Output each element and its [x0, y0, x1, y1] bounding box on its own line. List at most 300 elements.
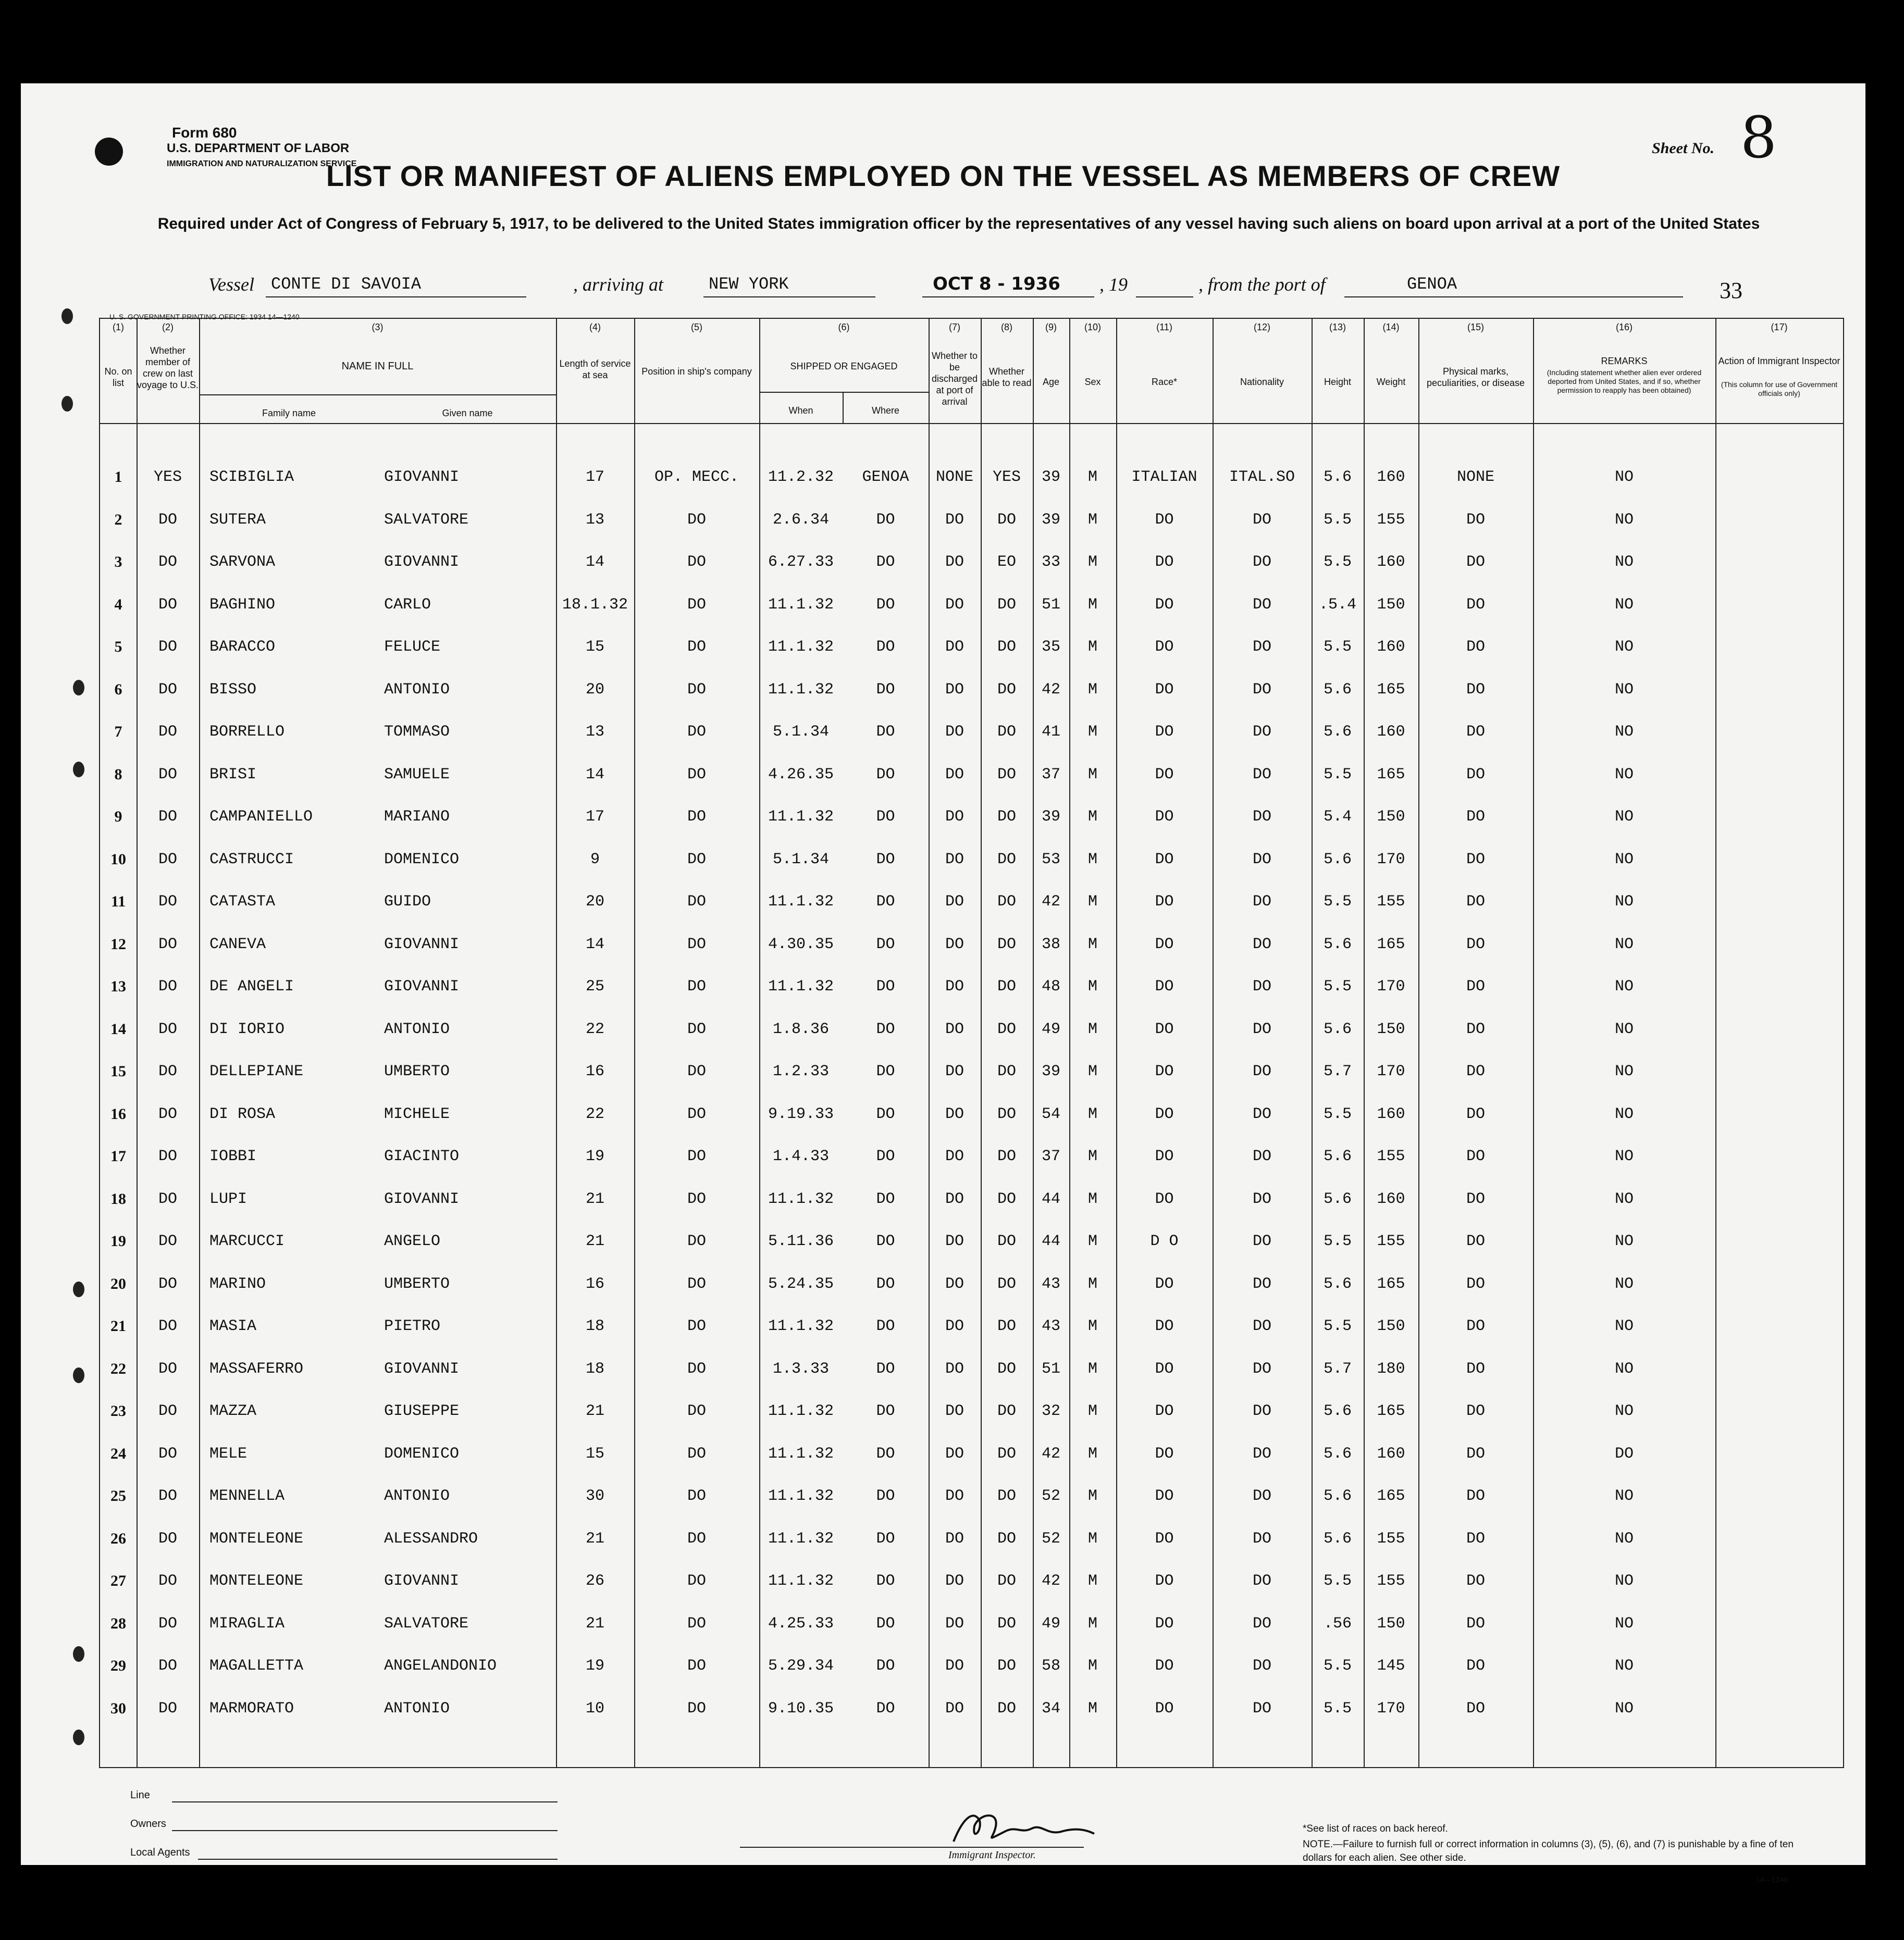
cell-sex: M [1087, 1360, 1097, 1378]
cell-sex: M [1087, 638, 1097, 656]
cell-family: BAGHINO [209, 595, 276, 614]
cell-race: DO [1155, 808, 1174, 826]
header-no: No. on list [104, 366, 132, 388]
cell-when: 4.25.33 [768, 1614, 834, 1633]
cell-age: 51 [1041, 1360, 1060, 1378]
cell-discharged: DO [945, 808, 964, 826]
cell-marks: DO [1466, 1233, 1485, 1250]
header-height: Height [1324, 377, 1352, 387]
cell-remarks: NO [1614, 1360, 1634, 1378]
inspector-signature [943, 1805, 1099, 1852]
service-name: IMMIGRATION AND NATURALIZATION SERVICE [167, 159, 357, 168]
cell-discharged: DO [945, 1105, 964, 1123]
cell-marks: DO [1466, 1657, 1485, 1675]
form-number: Form 680 [172, 125, 237, 141]
cell-remarks: NO [1614, 850, 1634, 868]
cell-race: DO [1155, 1148, 1174, 1165]
cell-race: DO [1155, 1020, 1174, 1038]
departure-port: GENOA [1407, 275, 1457, 294]
cell-position: DO [687, 1360, 706, 1378]
cell-weight: 170 [1377, 1063, 1405, 1080]
cell-marks: DO [1466, 1317, 1485, 1335]
cell-family: CATASTA [209, 893, 276, 911]
cell-read: DO [997, 1105, 1016, 1123]
cell-weight: 170 [1377, 850, 1405, 868]
header-name: NAME IN FULL [341, 360, 414, 372]
header-race: Race* [1151, 377, 1178, 387]
cell-sex: M [1087, 1657, 1097, 1675]
cell-nationality: DO [1252, 511, 1271, 529]
cell-remarks: DO [1614, 1445, 1634, 1463]
cell-discharged: DO [945, 1190, 964, 1208]
cell-length: 19 [585, 1657, 604, 1675]
cell-remarks: NO [1614, 1317, 1634, 1335]
inspector-label: Immigrant Inspector. [948, 1849, 1036, 1861]
cell-race: DO [1155, 723, 1174, 741]
cell-position: DO [687, 1402, 706, 1420]
department-name: U.S. DEPARTMENT OF LABOR [167, 141, 350, 155]
cell-discharged: NONE [935, 468, 973, 486]
cell-when: 11.1.32 [768, 978, 834, 996]
cell-length: 15 [585, 1445, 604, 1463]
cell-when: 5.1.34 [772, 850, 830, 868]
cell-nationality: DO [1252, 595, 1271, 614]
cell-weight: 150 [1377, 1614, 1405, 1633]
cell-nationality: DO [1252, 1529, 1271, 1548]
cell-age: 52 [1041, 1487, 1060, 1505]
cell-family: CANEVA [209, 935, 266, 953]
cell-discharged: DO [945, 1657, 964, 1675]
cell-nationality: DO [1252, 680, 1271, 699]
cell-where: DO [876, 1360, 895, 1378]
cell-read: DO [997, 765, 1016, 784]
cell-discharged: DO [945, 978, 964, 996]
cell-length: 20 [585, 680, 604, 699]
binder-hole-icon [73, 1282, 84, 1297]
cell-height: 5.6 [1323, 1020, 1352, 1038]
cell-given: ANTONIO [384, 680, 450, 699]
cell-member: YES [153, 468, 182, 486]
cell-read: DO [997, 850, 1016, 868]
cell-height: 5.5 [1323, 893, 1352, 911]
cell-age: 33 [1041, 553, 1060, 571]
cell-family: MAGALLETTA [209, 1657, 304, 1675]
cell-discharged: DO [945, 1360, 964, 1378]
col-number: (7) [949, 322, 960, 332]
cell-no: 21 [110, 1317, 126, 1335]
cell-position: DO [687, 765, 706, 784]
cell-nationality: DO [1252, 1487, 1271, 1505]
cell-family: LUPI [209, 1190, 248, 1208]
cell-age: 41 [1041, 723, 1060, 741]
cell-age: 49 [1041, 1020, 1060, 1038]
cell-race: DO [1155, 1572, 1174, 1590]
cell-when: 9.19.33 [768, 1105, 834, 1123]
cell-weight: 155 [1377, 1233, 1405, 1250]
cell-position: DO [687, 723, 706, 741]
cell-age: 49 [1041, 1614, 1060, 1633]
cell-no: 24 [110, 1445, 126, 1462]
cell-remarks: NO [1614, 765, 1634, 784]
cell-read: DO [997, 1572, 1016, 1590]
cell-race: DO [1155, 1190, 1174, 1208]
cell-position: DO [687, 978, 706, 996]
cell-given: DOMENICO [384, 850, 460, 868]
cell-family: SUTERA [209, 511, 266, 529]
cell-no: 15 [110, 1063, 126, 1080]
cell-marks: DO [1466, 1614, 1485, 1633]
cell-where: DO [876, 1020, 895, 1038]
cell-weight: 165 [1377, 680, 1405, 699]
cell-height: 5.6 [1323, 1148, 1352, 1165]
cell-marks: DO [1466, 1020, 1485, 1038]
cell-nationality: DO [1252, 1275, 1271, 1293]
cell-when: 11.1.32 [768, 1190, 834, 1208]
cell-no: 10 [110, 850, 126, 868]
cell-read: DO [997, 1445, 1016, 1463]
col-number: (15) [1467, 322, 1484, 332]
cell-when: 11.1.32 [768, 893, 834, 911]
table-row [100, 1481, 1843, 1522]
document-subtitle: Required under Act of Congress of February 5, 1917, to be delivered to the United States immigration officer by the representatives of any vessel having such aliens on board upon arrival at a port of the United States [157, 215, 1760, 232]
cell-length: 18 [585, 1360, 604, 1378]
cell-race: DO [1155, 1063, 1174, 1080]
cell-when: 5.29.34 [768, 1657, 834, 1675]
cell-remarks: NO [1614, 1275, 1634, 1293]
cell-discharged: DO [945, 723, 964, 741]
cell-position: DO [687, 1529, 706, 1548]
cell-no: 2 [114, 511, 122, 528]
cell-height: 5.6 [1323, 680, 1352, 699]
cell-when: 5.24.35 [768, 1275, 834, 1293]
cell-member: DO [158, 850, 177, 868]
cell-no: 23 [110, 1402, 126, 1420]
cell-given: GIACINTO [384, 1148, 460, 1165]
table-row [100, 675, 1843, 715]
cell-remarks: NO [1614, 468, 1634, 486]
cell-family: MASIA [209, 1317, 257, 1335]
cell-height: .5.4 [1318, 595, 1356, 614]
col-number: (6) [838, 322, 850, 332]
crew-table [99, 318, 1844, 1768]
cell-race: DO [1155, 1275, 1174, 1293]
cell-where: DO [876, 893, 895, 911]
cell-height: 5.6 [1323, 1445, 1352, 1463]
agents-label: Local Agents [130, 1847, 190, 1858]
col-number: (5) [691, 322, 702, 332]
cell-position: DO [687, 1063, 706, 1080]
binder-hole-icon [73, 762, 84, 777]
header-nationality: Nationality [1240, 377, 1284, 387]
cell-given: SAMUELE [384, 765, 450, 784]
cell-member: DO [158, 978, 177, 996]
cell-where: DO [876, 1105, 895, 1123]
cell-sex: M [1087, 1317, 1097, 1335]
cell-no: 13 [110, 978, 126, 995]
penalty-note: NOTE.—Failure to furnish full or correct information in columns (3), (5), (6), and (7) is punishable by a fine of ten dollars for each alien. See other side. [1303, 1839, 1794, 1863]
cell-nationality: DO [1252, 1148, 1271, 1165]
table-row [100, 1311, 1843, 1352]
cell-where: DO [876, 553, 895, 571]
cell-discharged: DO [945, 850, 964, 868]
cell-family: MONTELEONE [209, 1572, 304, 1590]
cell-sex: M [1087, 850, 1097, 868]
cell-given: ANTONIO [384, 1020, 450, 1038]
cell-nationality: DO [1252, 1572, 1271, 1590]
header-remarks: REMARKS [1601, 356, 1648, 366]
cell-member: DO [158, 1529, 177, 1548]
cell-no: 8 [114, 765, 122, 783]
cell-height: .56 [1323, 1614, 1352, 1633]
cell-read: DO [997, 1148, 1016, 1165]
cell-where: DO [876, 638, 895, 656]
cell-family: DELLEPIANE [209, 1063, 304, 1080]
cell-when: 4.26.35 [768, 765, 834, 784]
table-row [100, 1056, 1843, 1097]
header-remarks-note: (Including statement whether alien ever ordered deported from United States, and if so, whether permission to reapply has been obtained) [1547, 368, 1702, 394]
cell-given: ANTONIO [384, 1487, 450, 1505]
cell-family: MELE [209, 1445, 248, 1463]
table-row [100, 590, 1843, 630]
cell-sex: M [1087, 1233, 1097, 1250]
cell-length: 17 [585, 808, 604, 826]
col-number: (3) [372, 322, 384, 332]
cell-nationality: DO [1252, 765, 1271, 784]
cell-where: DO [876, 595, 895, 614]
cell-height: 5.6 [1323, 1275, 1352, 1293]
cell-sex: M [1087, 978, 1097, 996]
cell-position: OP. MECC. [654, 468, 739, 486]
cell-weight: 160 [1377, 468, 1405, 486]
cell-length: 21 [585, 1529, 604, 1548]
cell-age: 39 [1041, 511, 1060, 529]
cell-weight: 150 [1377, 595, 1405, 614]
cell-where: DO [876, 1063, 895, 1080]
cell-family: CAMPANIELLO [209, 808, 313, 826]
sheet-number: 8 [1740, 104, 1777, 171]
cell-no: 25 [110, 1487, 126, 1504]
cell-where: DO [876, 1529, 895, 1548]
cell-discharged: DO [945, 1487, 964, 1505]
cell-remarks: NO [1614, 978, 1634, 996]
cell-discharged: DO [945, 1614, 964, 1633]
cell-given: FELUCE [384, 638, 441, 656]
cell-discharged: DO [945, 553, 964, 571]
cell-family: BARACCO [209, 638, 276, 656]
cell-position: DO [687, 1233, 706, 1250]
cell-marks: DO [1466, 638, 1485, 656]
table-row [100, 717, 1843, 757]
line-label: Line [130, 1789, 150, 1801]
cell-member: DO [158, 1317, 177, 1335]
cell-marks: NONE [1456, 468, 1494, 486]
cell-height: 5.6 [1323, 1402, 1352, 1420]
cell-remarks: NO [1614, 1402, 1634, 1420]
cell-given: GIOVANNI [384, 1190, 460, 1208]
cell-family: BORRELLO [209, 723, 285, 741]
cell-weight: 155 [1377, 893, 1405, 911]
cell-length: 22 [585, 1105, 604, 1123]
cell-weight: 160 [1377, 1190, 1405, 1208]
cell-discharged: DO [945, 1699, 964, 1718]
cell-marks: DO [1466, 680, 1485, 699]
cell-nationality: DO [1252, 808, 1271, 826]
cell-read: DO [997, 893, 1016, 911]
cell-read: EO [997, 553, 1016, 571]
cell-age: 42 [1041, 1572, 1060, 1590]
table-row [100, 1566, 1843, 1607]
cell-where: DO [876, 1148, 895, 1165]
header-given-name: Given name [442, 408, 493, 418]
cell-sex: M [1087, 680, 1097, 699]
cell-height: 5.5 [1323, 1233, 1352, 1250]
document-title: LIST OR MANIFEST OF ALIENS EMPLOYED ON THE VESSEL AS MEMBERS OF CREW [326, 159, 1561, 192]
cell-read: DO [997, 1487, 1016, 1505]
cell-remarks: NO [1614, 511, 1634, 529]
cell-where: DO [876, 935, 895, 953]
cell-height: 5.5 [1323, 553, 1352, 571]
cell-remarks: NO [1614, 553, 1634, 571]
cell-when: 11.1.32 [768, 680, 834, 699]
cell-race: DO [1155, 765, 1174, 784]
cell-marks: DO [1466, 1529, 1485, 1548]
cell-weight: 155 [1377, 1529, 1405, 1548]
cell-marks: DO [1466, 1487, 1485, 1505]
arriving-label: , arriving at [573, 274, 664, 295]
cell-no: 22 [110, 1360, 126, 1377]
cell-sex: M [1087, 1020, 1097, 1038]
cell-where: DO [876, 1614, 895, 1633]
cell-sex: M [1087, 1190, 1097, 1208]
cell-sex: M [1087, 1529, 1097, 1548]
table-row [100, 505, 1843, 545]
cell-no: 28 [110, 1614, 126, 1632]
cell-sex: M [1087, 1614, 1097, 1633]
header-where: Where [871, 405, 899, 416]
cell-race: DO [1155, 638, 1174, 656]
table-row [100, 1099, 1843, 1140]
cell-when: 11.1.32 [768, 1572, 834, 1590]
cell-no: 1 [114, 468, 122, 486]
cell-remarks: NO [1614, 680, 1634, 699]
cell-family: MONTELEONE [209, 1529, 304, 1548]
cell-discharged: DO [945, 638, 964, 656]
cell-age: 42 [1041, 1445, 1060, 1463]
cell-race: DO [1155, 1529, 1174, 1548]
cell-discharged: DO [945, 1233, 964, 1250]
cell-weight: 150 [1377, 808, 1405, 826]
cell-given: PIETRO [384, 1317, 441, 1335]
cell-read: DO [997, 978, 1016, 996]
cell-nationality: DO [1252, 893, 1271, 911]
cell-height: 5.5 [1323, 511, 1352, 529]
cell-race: DO [1155, 553, 1174, 571]
cell-position: DO [687, 808, 706, 826]
cell-position: DO [687, 893, 706, 911]
cell-where: DO [876, 680, 895, 699]
cell-member: DO [158, 1360, 177, 1378]
cell-nationality: ITAL.SO [1229, 468, 1295, 486]
cell-height: 5.6 [1323, 1529, 1352, 1548]
cell-age: 42 [1041, 680, 1060, 699]
cell-length: 22 [585, 1020, 604, 1038]
cell-length: 21 [585, 1614, 604, 1633]
table-row [100, 1226, 1843, 1267]
cell-given: GIOVANNI [384, 1360, 460, 1378]
cell-when: 5.11.36 [768, 1233, 834, 1250]
binder-hole-icon [61, 396, 73, 412]
cell-given: GIOVANNI [384, 935, 460, 953]
table-row [100, 462, 1843, 503]
cell-family: MAZZA [209, 1402, 257, 1420]
cell-no: 26 [110, 1529, 126, 1547]
cell-nationality: DO [1252, 1657, 1271, 1675]
cell-race: DO [1155, 1445, 1174, 1463]
form-code: 14—1240 [1756, 1875, 1788, 1884]
cell-length: 18.1.32 [562, 595, 628, 614]
cell-read: YES [992, 468, 1021, 486]
cell-sex: M [1087, 1063, 1097, 1080]
cell-height: 5.5 [1323, 1699, 1352, 1718]
cell-marks: DO [1466, 850, 1485, 868]
cell-sex: M [1087, 1105, 1097, 1123]
cell-sex: M [1087, 553, 1097, 571]
cell-no: 20 [110, 1275, 126, 1292]
cell-length: 21 [585, 1402, 604, 1420]
cell-where: DO [876, 511, 895, 529]
cell-no: 3 [114, 553, 122, 570]
cell-weight: 165 [1377, 935, 1405, 953]
cell-family: MARCUCCI [209, 1233, 285, 1250]
cell-position: DO [687, 1275, 706, 1293]
cell-nationality: DO [1252, 1233, 1271, 1250]
cell-age: 34 [1041, 1699, 1060, 1718]
cell-position: DO [687, 1148, 706, 1165]
cell-height: 5.5 [1323, 1317, 1352, 1335]
cell-family: IOBBI [209, 1148, 257, 1165]
cell-no: 30 [110, 1699, 126, 1717]
cell-when: 5.1.34 [772, 723, 830, 741]
cell-weight: 170 [1377, 1699, 1405, 1718]
binder-hole-icon [73, 1646, 84, 1662]
cell-member: DO [158, 808, 177, 826]
cell-age: 39 [1041, 808, 1060, 826]
cell-sex: M [1087, 1487, 1097, 1505]
cell-family: CASTRUCCI [209, 850, 294, 868]
cell-read: DO [997, 808, 1016, 826]
year-label: , 19 [1099, 274, 1128, 295]
cell-length: 18 [585, 1317, 604, 1335]
cell-member: DO [158, 1063, 177, 1080]
cell-length: 14 [585, 935, 604, 953]
cell-family: MIRAGLIA [209, 1614, 285, 1633]
cell-age: 51 [1041, 595, 1060, 614]
cell-read: DO [997, 1020, 1016, 1038]
cell-discharged: DO [945, 1317, 964, 1335]
cell-sex: M [1087, 1402, 1097, 1420]
cell-nationality: DO [1252, 1105, 1271, 1123]
cell-position: DO [687, 595, 706, 614]
table-row [100, 972, 1843, 1012]
cell-where: DO [876, 1317, 895, 1335]
header-age: Age [1042, 377, 1060, 387]
cell-age: 39 [1041, 1063, 1060, 1080]
cell-member: DO [158, 935, 177, 953]
cell-family: SCIBIGLIA [209, 468, 294, 486]
cell-length: 14 [585, 553, 604, 571]
from-port-label: , from the port of [1198, 274, 1326, 295]
table-row [100, 1354, 1843, 1395]
